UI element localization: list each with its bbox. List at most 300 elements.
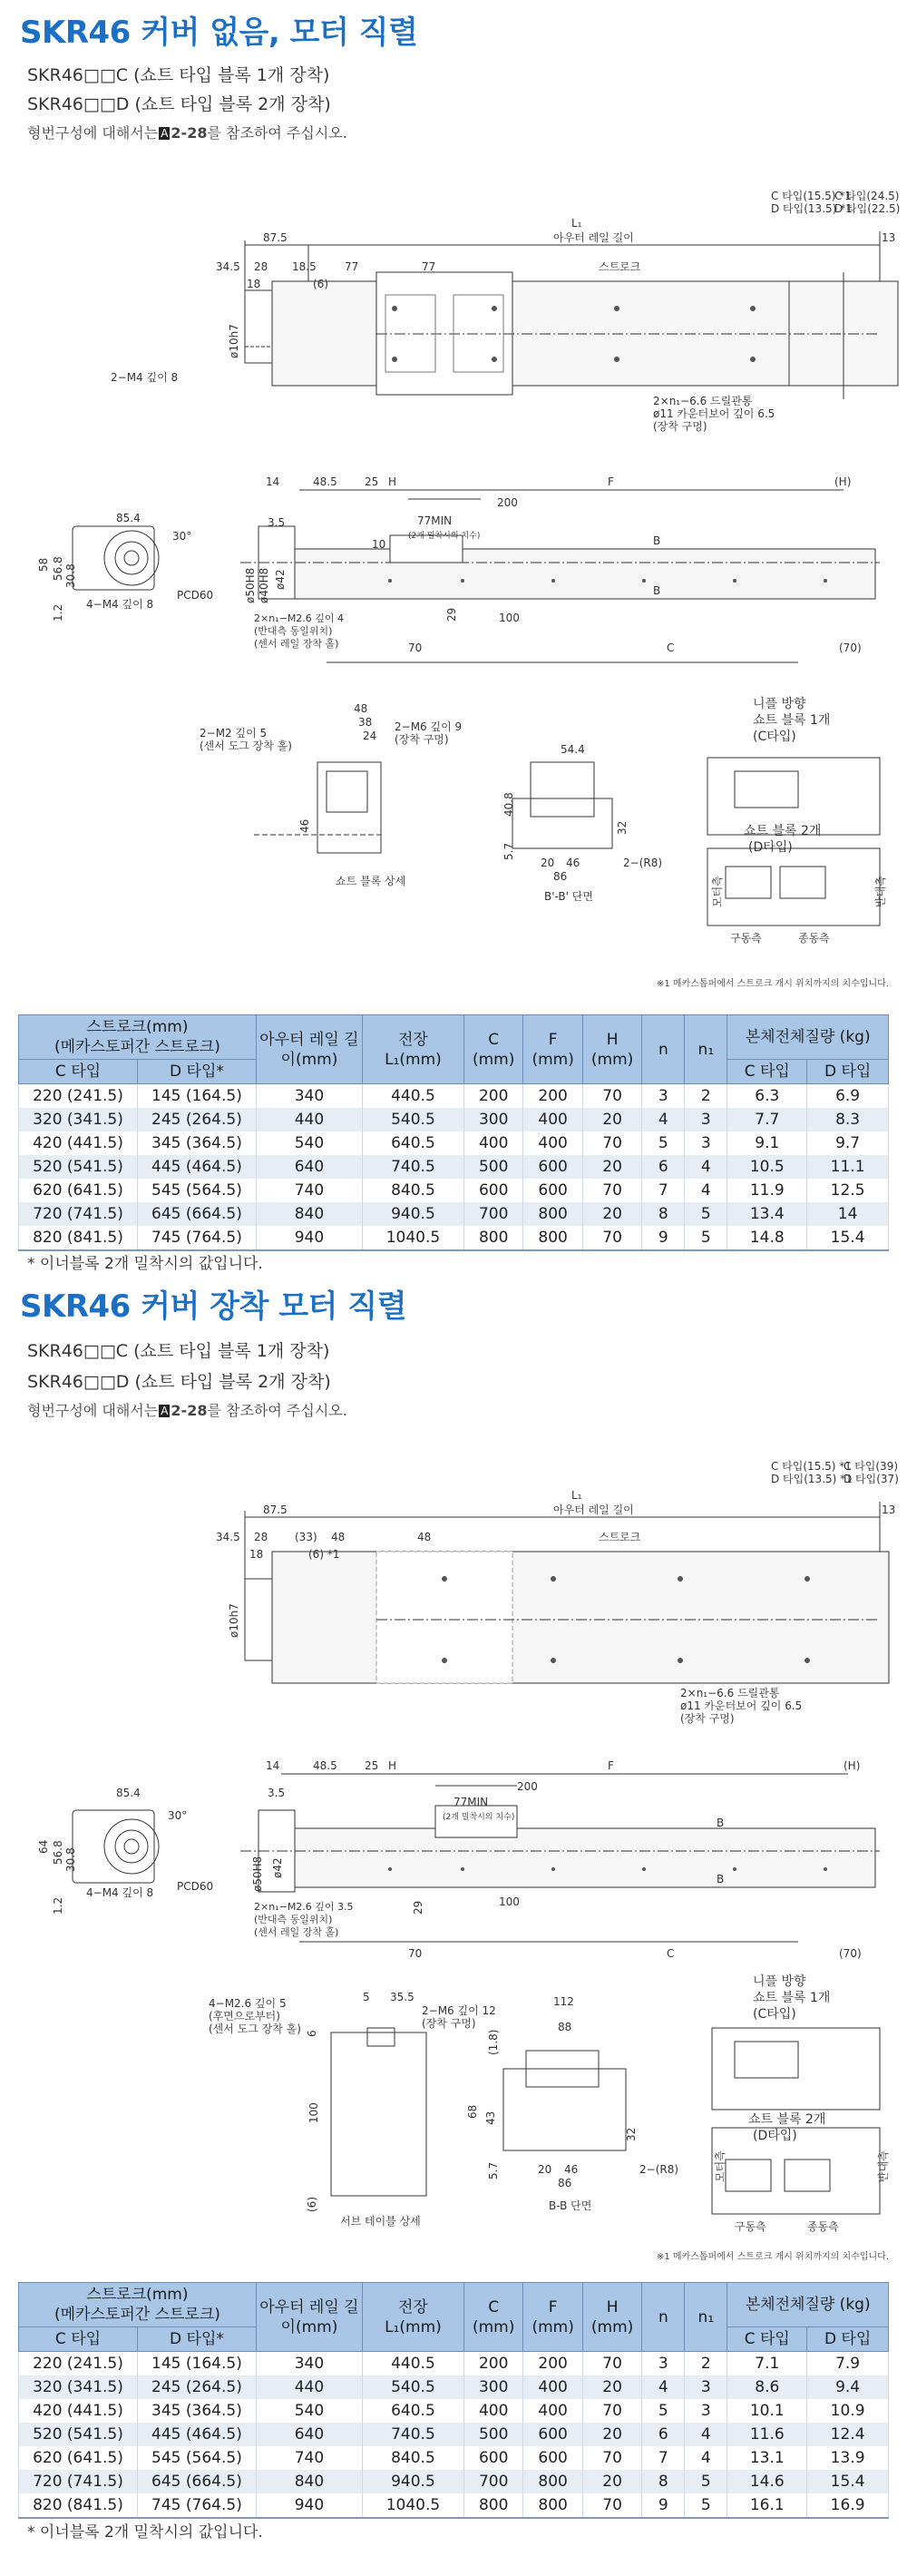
table-cell: 1040.5 xyxy=(362,1226,463,1250)
table-cell: 6.9 xyxy=(807,1084,889,1109)
dim-100-2: 100 xyxy=(499,1895,520,1908)
table-cell: 840 xyxy=(256,2470,362,2493)
dim-100: 100 xyxy=(499,612,520,624)
table-cell: 820 (841.5) xyxy=(19,1226,138,1250)
dim-l1-2: L₁ xyxy=(571,1489,582,1502)
table-cell: 545 (564.5) xyxy=(137,2446,256,2470)
model-line-c-2: SKR46□□C (쇼트 타입 블록 1개 장착) xyxy=(27,1341,330,1361)
table-cell: 4 xyxy=(642,1108,685,1131)
table-cell: 14.6 xyxy=(727,2470,807,2493)
table-cell: 940 xyxy=(256,2493,362,2518)
table-cell: 10.9 xyxy=(807,2399,889,2423)
label-counterbore: ø11 카운터보어 깊이 6.5 xyxy=(653,407,775,420)
table-row xyxy=(19,1084,889,1109)
reference-page-link[interactable]: 2-28 xyxy=(171,124,208,142)
th-stroke-c-2: C 타입 xyxy=(19,2327,138,2352)
label-d-type-13-5-2: D 타입(13.5) *1 xyxy=(771,1473,853,1485)
table-cell: 10.1 xyxy=(727,2399,807,2423)
label-opposite: (반대측 동일위치) xyxy=(254,625,333,637)
table-cell: 4 xyxy=(685,2446,727,2470)
table-cell: 5 xyxy=(642,2399,685,2423)
table-cell: 445 (464.5) xyxy=(137,1155,256,1179)
table-cell: 2 xyxy=(685,1084,727,1109)
table-cell: 11.1 xyxy=(807,1155,889,1179)
table-row xyxy=(19,2375,889,2399)
label-m2-6: 2×n₁−M2.6 깊이 4 xyxy=(254,612,345,624)
table-cell: 5 xyxy=(685,1202,727,1226)
table-cell: 400 xyxy=(463,2399,522,2423)
label-c-type-24-5: C 타입(24.5) xyxy=(834,190,900,202)
label-one-block-2: 쇼트 블록 1개 xyxy=(753,1991,831,2005)
dim-30-8-2: 30.8 xyxy=(64,1847,77,1872)
table-cell: 7 xyxy=(642,1179,685,1202)
table-cell: 600 xyxy=(523,2446,582,2470)
table-row xyxy=(19,2423,889,2446)
dim-58: 58 xyxy=(37,557,50,572)
table-cell: 3 xyxy=(642,2352,685,2376)
table-cell: 840.5 xyxy=(362,1179,463,1202)
table-cell: 200 xyxy=(523,2352,582,2376)
spec-table-1 xyxy=(18,1014,889,1251)
th-f-2: F (mm) xyxy=(523,2283,582,2352)
table-1-note: * 이너블록 2개 밀착시의 값입니다. xyxy=(27,1255,263,1273)
dim-h-paren-2: (H) xyxy=(844,1759,861,1772)
top-view-drawing-2 xyxy=(209,1452,898,1724)
table-cell: 445 (464.5) xyxy=(137,2423,256,2446)
table-cell: 20 xyxy=(582,2423,641,2446)
dim-phi10h7: ø10h7 xyxy=(228,324,240,358)
table-cell: 8.3 xyxy=(807,1108,889,1131)
th-h-2: H (mm) xyxy=(582,2283,641,2352)
dim-14-2: 14 xyxy=(266,1759,280,1772)
label-m6-2: 2−M6 깊이 12 xyxy=(422,2004,496,2017)
label-m2-6b: 4−M2.6 깊이 5 xyxy=(209,1997,287,2010)
table-cell: 145 (164.5) xyxy=(137,2352,256,2376)
table-cell: 400 xyxy=(523,1131,582,1155)
dim-20-2: 20 xyxy=(538,2163,552,2176)
dim-46-2: 46 xyxy=(564,2163,579,2176)
th-stroke: 스트로크(mm) (메카스토퍼간 스트로크) xyxy=(19,1015,257,1060)
th-mass-c-2: C 타입 xyxy=(727,2327,807,2352)
table-row xyxy=(19,2446,889,2470)
table-row xyxy=(19,2470,889,2493)
dim-87-5-2: 87.5 xyxy=(263,1503,288,1516)
dim-6c: (6) xyxy=(306,2197,318,2212)
table-cell: 600 xyxy=(463,2446,522,2470)
table-cell: 4 xyxy=(685,1155,727,1179)
table-cell: 700 xyxy=(463,1202,522,1226)
model-line-d: SKR46□□D (쇼트 타입 블록 2개 장착) xyxy=(27,94,331,114)
label-mount-hole: (장착 구멍) xyxy=(653,420,707,433)
table-cell: 540.5 xyxy=(362,1108,463,1131)
table-cell: 200 xyxy=(463,2352,522,2376)
dim-77min: 77MIN xyxy=(417,514,453,527)
table-cell: 12.5 xyxy=(807,1179,889,1202)
dim-phi50h8: ø50H8 xyxy=(244,567,257,603)
dim-34-5: 34.5 xyxy=(216,260,240,273)
table-cell: 4 xyxy=(685,1179,727,1202)
label-pcd60: PCD60 xyxy=(177,589,214,602)
dim-30deg: 30° xyxy=(172,530,192,543)
dim-28-2: 28 xyxy=(254,1531,268,1543)
th-stroke-d: D 타입* xyxy=(137,1060,256,1084)
section2-title: SKR46 커버 장착 모터 직렬 xyxy=(20,1288,406,1325)
table-cell: 720 (741.5) xyxy=(19,2470,138,2493)
table-cell: 420 (441.5) xyxy=(19,2399,138,2423)
th-f: F (mm) xyxy=(523,1015,582,1084)
th-h: H (mm) xyxy=(582,1015,641,1084)
label-m2: 2−M2 깊이 5 xyxy=(200,727,268,739)
dim-r8: 2−(R8) xyxy=(623,857,663,869)
table-cell: 70 xyxy=(582,1131,641,1155)
dim-68: 68 xyxy=(466,2104,479,2119)
dim-h-paren: (H) xyxy=(834,475,852,488)
table-cell: 3 xyxy=(685,2399,727,2423)
dim-r8-2: 2−(R8) xyxy=(639,2163,679,2176)
side-view-drawing xyxy=(9,472,898,681)
spec-table-2-body xyxy=(19,2352,889,2519)
table-row xyxy=(19,2399,889,2423)
table-cell: 20 xyxy=(582,2470,641,2493)
label-two-block-2: 쇼트 블록 2개 xyxy=(748,2112,826,2127)
table-cell: 6 xyxy=(642,2423,685,2446)
table-cell: 800 xyxy=(463,1226,522,1250)
dim-h: H xyxy=(388,475,397,488)
label-d-type-13-5: D 타입(13.5) *1 xyxy=(771,202,853,215)
table-cell: 300 xyxy=(463,1108,522,1131)
reference-page-link-2[interactable]: 2-28 xyxy=(171,1402,208,1419)
th-mass-d: D 타입 xyxy=(807,1060,889,1084)
table-row xyxy=(19,1131,889,1155)
reference-suffix: 를 참조하여 주십시오. xyxy=(207,124,347,142)
table-cell: 645 (664.5) xyxy=(137,2470,256,2493)
table-cell: 500 xyxy=(463,1155,522,1179)
dim-6-2: (6) *1 xyxy=(308,1548,340,1561)
table-cell: 740.5 xyxy=(362,2423,463,2446)
label-m4-depth: 4−M4 깊이 8 xyxy=(86,598,154,611)
label-c-type-15-5: C 타입(15.5) *1 xyxy=(771,190,852,202)
dim-phi40h8: ø40H8 xyxy=(258,567,270,603)
th-n: n xyxy=(642,1015,685,1084)
footnote-2: ※1 메카스톱퍼에서 스트로크 개시 위치까지의 치수입니다. xyxy=(657,2252,889,2262)
table-cell: 13.9 xyxy=(807,2446,889,2470)
label-d-type: (D타입) xyxy=(748,840,793,855)
table-cell: 70 xyxy=(582,1084,641,1109)
dim-5: 5 xyxy=(363,1991,370,2003)
label-m6: 2−M6 깊이 9 xyxy=(395,720,463,733)
section1-title: SKR46 커버 없음, 모터 직렬 xyxy=(20,15,418,51)
dim-18: 18 xyxy=(247,278,261,290)
label-drill-2: 2×n₁−6.6 드릴관통 xyxy=(680,1687,780,1699)
dim-1-2: 1.2 xyxy=(52,603,64,622)
dim-34-5-2: 34.5 xyxy=(216,1531,240,1543)
reference-suffix-2: 를 참조하여 주십시오. xyxy=(207,1402,347,1419)
th-n1: n₁ xyxy=(685,1015,727,1084)
table-cell: 600 xyxy=(523,1155,582,1179)
dim-6b: 6 xyxy=(306,2030,318,2037)
dim-46: 46 xyxy=(298,818,311,833)
table-cell: 245 (264.5) xyxy=(137,2375,256,2399)
label-mount-hole-3: (장착 구멍) xyxy=(680,1712,735,1725)
table-cell: 520 (541.5) xyxy=(19,2423,138,2446)
table-cell: 7.1 xyxy=(727,2352,807,2376)
table-cell: 545 (564.5) xyxy=(137,1179,256,1202)
table-cell: 3 xyxy=(685,1131,727,1155)
dim-c: C xyxy=(667,642,675,654)
label-two-block: 쇼트 블록 2개 xyxy=(744,824,822,838)
dim-77min-2: 77MIN xyxy=(454,1796,489,1808)
dim-3-5: 3.5 xyxy=(268,516,286,529)
table-cell: 640.5 xyxy=(362,2399,463,2423)
th-mass-c: C 타입 xyxy=(727,1060,807,1084)
label-mount-hole-4: (장착 구멍) xyxy=(422,2017,476,2030)
label-stopper-2: (2개 밀착시의 치수) xyxy=(443,1813,515,1822)
table-cell: 540 xyxy=(256,1131,362,1155)
top-view-drawing xyxy=(111,181,901,436)
table-cell: 11.6 xyxy=(727,2423,807,2446)
label-driven-side: 종동측 xyxy=(798,932,830,945)
table-cell: 620 (641.5) xyxy=(19,1179,138,1202)
dim-48b: 48 xyxy=(417,1531,432,1543)
table-cell: 7.7 xyxy=(727,1108,807,1131)
dim-phi42: ø42 xyxy=(274,569,287,590)
dim-25-2: 25 xyxy=(365,1759,379,1772)
dim-f: F xyxy=(608,475,614,488)
table-cell: 400 xyxy=(523,1108,582,1131)
label-motor-side: 모터측 xyxy=(711,876,724,907)
dim-10: 10 xyxy=(372,538,386,551)
table-cell: 15.4 xyxy=(807,2470,889,2493)
dim-85-4: 85.4 xyxy=(116,512,141,524)
label-pcd60-2: PCD60 xyxy=(177,1880,214,1893)
table-cell: 720 (741.5) xyxy=(19,1202,138,1226)
table-cell: 840.5 xyxy=(362,2446,463,2470)
dim-86-2: 86 xyxy=(558,2177,572,2189)
label-m4-depth-2: 4−M4 깊이 8 xyxy=(86,1886,154,1899)
dim-48-5-2: 48.5 xyxy=(313,1759,337,1772)
dim-48a: 48 xyxy=(331,1531,346,1543)
dim-h-2: H xyxy=(388,1759,397,1772)
table-cell: 2 xyxy=(685,2352,727,2376)
table-cell: 420 (441.5) xyxy=(19,1131,138,1155)
table-cell: 70 xyxy=(582,2446,641,2470)
dim-87-5: 87.5 xyxy=(263,231,288,244)
table-cell: 20 xyxy=(582,2375,641,2399)
table-cell: 800 xyxy=(523,1226,582,1250)
table-cell: 740 xyxy=(256,2446,362,2470)
table-cell: 320 (341.5) xyxy=(19,2375,138,2399)
label-mount-hole-2: (장착 구멍) xyxy=(395,733,449,746)
table-cell: 5 xyxy=(685,2470,727,2493)
th-n-2: n xyxy=(642,2283,685,2352)
dim-1-2-2: 1.2 xyxy=(52,1896,64,1915)
table-cell: 800 xyxy=(523,2470,582,2493)
table-cell: 70 xyxy=(582,2493,641,2518)
dim-35-5: 35.5 xyxy=(390,1991,414,2003)
dim-30deg-2: 30° xyxy=(168,1809,188,1822)
table-cell: 645 (664.5) xyxy=(137,1202,256,1226)
label-drill: 2×n₁−6.6 드릴관통 xyxy=(653,395,753,407)
table-2-note: * 이너블록 2개 밀착시의 값입니다. xyxy=(27,2523,263,2542)
th-mass: 본체전체질량 (kg) xyxy=(727,1015,889,1060)
dim-46b: 46 xyxy=(566,857,580,869)
dim-54-4: 54.4 xyxy=(561,743,585,756)
table-cell: 7 xyxy=(642,2446,685,2470)
table-cell: 800 xyxy=(523,1202,582,1226)
th-rail: 아우터 레일 길이(mm) xyxy=(256,1015,362,1084)
table-cell: 340 xyxy=(256,2352,362,2376)
label-table-detail: 서브 테이블 상세 xyxy=(340,2215,421,2228)
label-m2-6-2: 2×n₁−M2.6 깊이 3.5 xyxy=(254,1901,354,1913)
table-cell: 10.5 xyxy=(727,1155,807,1179)
table-cell: 345 (364.5) xyxy=(137,1131,256,1155)
dim-5-7: 5.7 xyxy=(502,842,515,860)
dim-32: 32 xyxy=(616,820,629,835)
table-cell: 440 xyxy=(256,1108,362,1131)
table-cell: 70 xyxy=(582,1179,641,1202)
label-c-type: (C타입) xyxy=(753,730,796,744)
table-cell: 940.5 xyxy=(362,1202,463,1226)
dim-86: 86 xyxy=(553,870,568,883)
table-cell: 220 (241.5) xyxy=(19,1084,138,1109)
table-row xyxy=(19,1108,889,1131)
model-line-d-2: SKR46□□D (쇼트 타입 블록 2개 장착) xyxy=(27,1372,331,1392)
label-drive-side-2: 구동측 xyxy=(735,2220,766,2233)
dim-l1: L₁ xyxy=(571,217,582,230)
dim-phi50h8-2: ø50H8 xyxy=(251,1856,264,1892)
table-row xyxy=(19,1155,889,1179)
label-c-type-15-5-2: C 타입(15.5) *1 xyxy=(771,1460,852,1473)
label-counterbore-2: ø11 카운터보어 깊이 6.5 xyxy=(680,1699,803,1712)
label-c-type-39: C 타입(39) xyxy=(844,1460,899,1473)
section-b-bottom: B xyxy=(653,584,661,597)
th-length-2: 전장 L₁(mm) xyxy=(362,2283,463,2352)
table-cell: 5 xyxy=(685,2493,727,2518)
dim-phi42-2: ø42 xyxy=(271,1857,284,1878)
dim-18-2: 18 xyxy=(249,1548,264,1561)
table-cell: 540 xyxy=(256,2399,362,2423)
section-b-top-2: B xyxy=(717,1817,725,1829)
table-cell: 600 xyxy=(523,2423,582,2446)
th-c-2: C (mm) xyxy=(463,2283,522,2352)
table-cell: 540.5 xyxy=(362,2375,463,2399)
detail-drawing xyxy=(181,699,898,962)
dim-6: (6) xyxy=(313,278,328,290)
label-driven-side-2: 종동측 xyxy=(807,2220,839,2233)
table-cell: 70 xyxy=(582,2352,641,2376)
reference-icon: A xyxy=(161,127,169,140)
table-cell: 440 xyxy=(256,2375,362,2399)
dim-f-2: F xyxy=(608,1759,614,1772)
table-cell: 12.4 xyxy=(807,2423,889,2446)
dim-77b: 77 xyxy=(422,260,436,273)
table-cell: 1040.5 xyxy=(362,2493,463,2518)
table-cell: 7.9 xyxy=(807,2352,889,2376)
dim-25: 25 xyxy=(365,475,379,488)
table-cell: 600 xyxy=(463,1179,522,1202)
reference-line xyxy=(27,122,347,142)
dim-43: 43 xyxy=(484,2111,497,2125)
table-cell: 800 xyxy=(523,2493,582,2518)
th-stroke-2: 스트로크(mm) (메카스토퍼간 스트로크) xyxy=(19,2283,257,2327)
table-cell: 745 (764.5) xyxy=(137,2493,256,2518)
table-cell: 9.1 xyxy=(727,1131,807,1155)
dim-200: 200 xyxy=(497,496,518,509)
dim-77a: 77 xyxy=(345,260,359,273)
label-bb-section-2: B-B 단면 xyxy=(549,2199,592,2212)
table-cell: 9.7 xyxy=(807,1131,889,1155)
table-cell: 145 (164.5) xyxy=(137,1084,256,1109)
dim-18-5: 18.5 xyxy=(292,260,317,273)
table-cell: 13.1 xyxy=(727,2446,807,2470)
table-cell: 14.8 xyxy=(727,1226,807,1250)
dim-c-2: C xyxy=(667,1947,675,1960)
dim-33: (33) xyxy=(295,1531,317,1543)
table-cell: 6.3 xyxy=(727,1084,807,1109)
label-sensor-dog-2: (센서 도그 장착 홀) xyxy=(209,2023,301,2035)
label-nipple-2: 니플 방향 xyxy=(753,1974,806,1989)
table-cell: 9.4 xyxy=(807,2375,889,2399)
section-b-bottom-2: B xyxy=(717,1873,725,1885)
label-sensor-hole: (센서 레일 장착 홀) xyxy=(254,638,339,650)
table-cell: 440.5 xyxy=(362,2352,463,2376)
table-cell: 520 (541.5) xyxy=(19,1155,138,1179)
th-stroke-c: C 타입 xyxy=(19,1060,138,1084)
table-cell: 8 xyxy=(642,1202,685,1226)
table-cell: 740 xyxy=(256,1179,362,1202)
dim-32-2: 32 xyxy=(625,2127,638,2141)
th-n1-2: n₁ xyxy=(685,2283,727,2352)
dim-48: 48 xyxy=(354,702,368,715)
th-c: C (mm) xyxy=(463,1015,522,1084)
table-cell: 320 (341.5) xyxy=(19,1108,138,1131)
table-cell: 5 xyxy=(642,1131,685,1155)
th-rail-2: 아우터 레일 길이(mm) xyxy=(256,2283,362,2352)
table-cell: 640.5 xyxy=(362,1131,463,1155)
table-cell: 940.5 xyxy=(362,2470,463,2493)
table-cell: 220 (241.5) xyxy=(19,2352,138,2376)
th-mass-2: 본체전체질량 (kg) xyxy=(727,2283,889,2327)
table-cell: 3 xyxy=(685,1108,727,1131)
table-row xyxy=(19,2352,889,2376)
table-cell: 70 xyxy=(582,1226,641,1250)
label-drive-side: 구동측 xyxy=(730,932,762,945)
label-d-type-22-5: D 타입(22.5) xyxy=(834,202,901,215)
dim-70-2: 70 xyxy=(408,1947,423,1960)
table-cell: 400 xyxy=(523,2399,582,2423)
table-cell: 820 (841.5) xyxy=(19,2493,138,2518)
table-cell: 70 xyxy=(582,2399,641,2423)
label-d-type-37: D 타입(37) xyxy=(844,1473,899,1485)
reference-line-2 xyxy=(27,1399,347,1420)
table-cell: 4 xyxy=(685,2423,727,2446)
table-cell: 340 xyxy=(256,1084,362,1109)
dim-100b: 100 xyxy=(307,2102,320,2123)
table-cell: 600 xyxy=(523,1179,582,1202)
label-c-type-2: (C타입) xyxy=(753,2007,796,2022)
th-stroke-d-2: D 타입* xyxy=(137,2327,256,2352)
dim-28: 28 xyxy=(254,260,268,273)
model-line-c: SKR46□□C (쇼트 타입 블록 1개 장착) xyxy=(27,65,330,85)
table-cell: 200 xyxy=(523,1084,582,1109)
spec-table-2 xyxy=(18,2282,889,2519)
section-b-top: B xyxy=(653,534,661,547)
table-cell: 16.1 xyxy=(727,2493,807,2518)
table-cell: 840 xyxy=(256,1202,362,1226)
table-row xyxy=(19,1179,889,1202)
table-cell: 640 xyxy=(256,1155,362,1179)
dim-64: 64 xyxy=(37,1839,50,1854)
